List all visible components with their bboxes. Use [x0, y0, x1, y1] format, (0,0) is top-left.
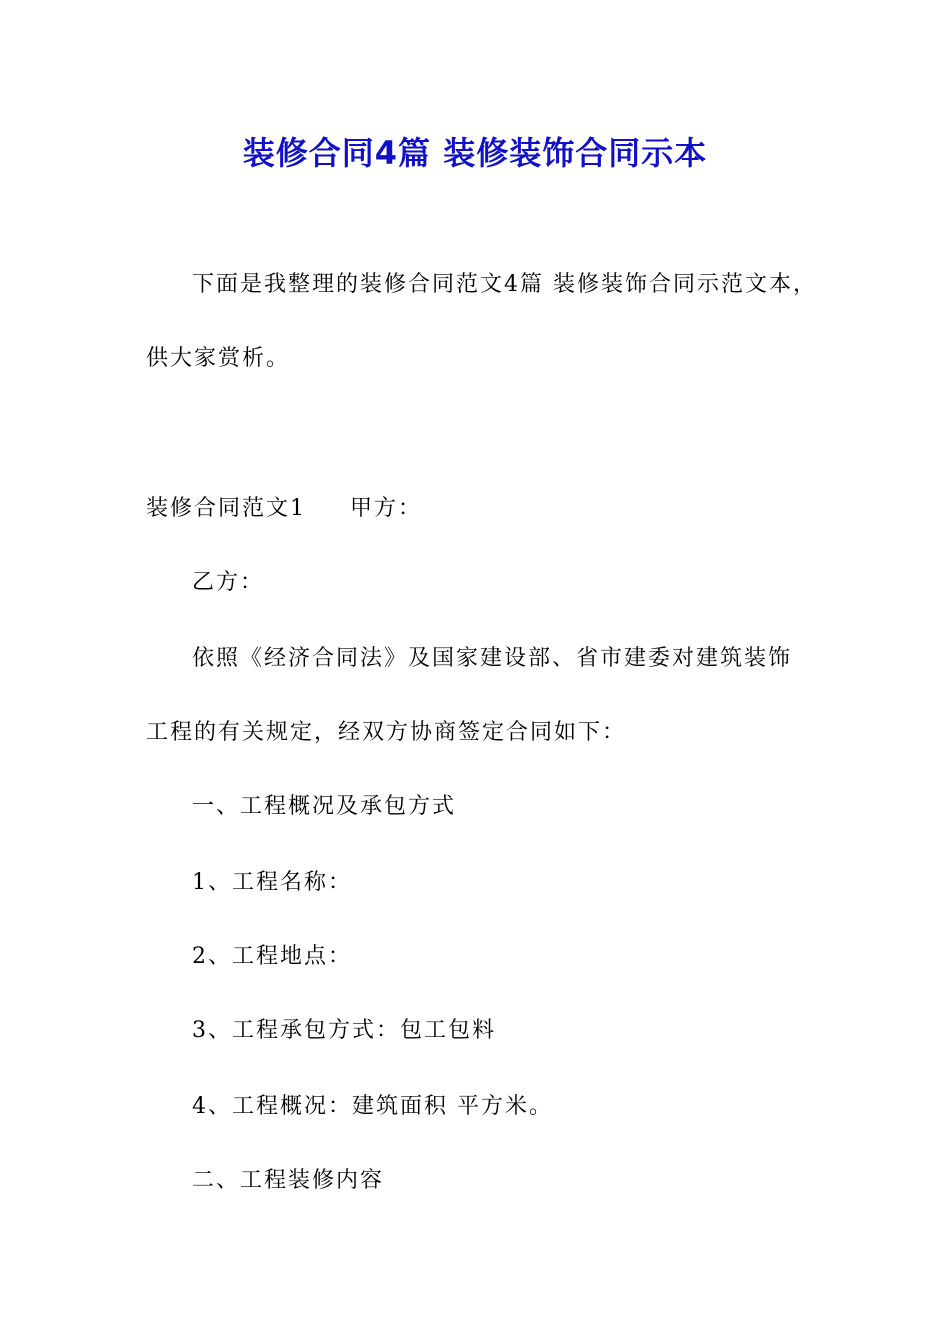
section-heading-2: 二、工程装修内容	[192, 1168, 385, 1193]
intro-line-2: 供大家赏析。	[146, 346, 291, 371]
item-1: 1、工程名称：	[192, 870, 352, 895]
party-b-label: 乙方：	[192, 570, 265, 595]
party-a-label: 甲方：	[350, 496, 423, 521]
document-title: 装修合同4篇 装修装饰合同示本	[242, 134, 708, 172]
section-heading-line	[146, 494, 422, 524]
section-label: 装修合同范文1	[146, 496, 306, 521]
section-heading-1: 一、工程概况及承包方式	[192, 794, 457, 819]
basis-line-2: 工程的有关规定，经双方协商签定合同如下：	[146, 720, 627, 745]
basis-line-1: 依照《经济合同法》及国家建设部、省市建委对建筑装饰	[192, 646, 793, 671]
item-3: 3、工程承包方式：包工包料	[192, 1018, 496, 1043]
intro-line-1: 下面是我整理的装修合同范文4篇 装修装饰合同示范文本，	[192, 272, 817, 297]
item-2: 2、工程地点：	[192, 944, 352, 969]
item-4: 4、工程概况：建筑面积 平方米。	[192, 1094, 553, 1119]
